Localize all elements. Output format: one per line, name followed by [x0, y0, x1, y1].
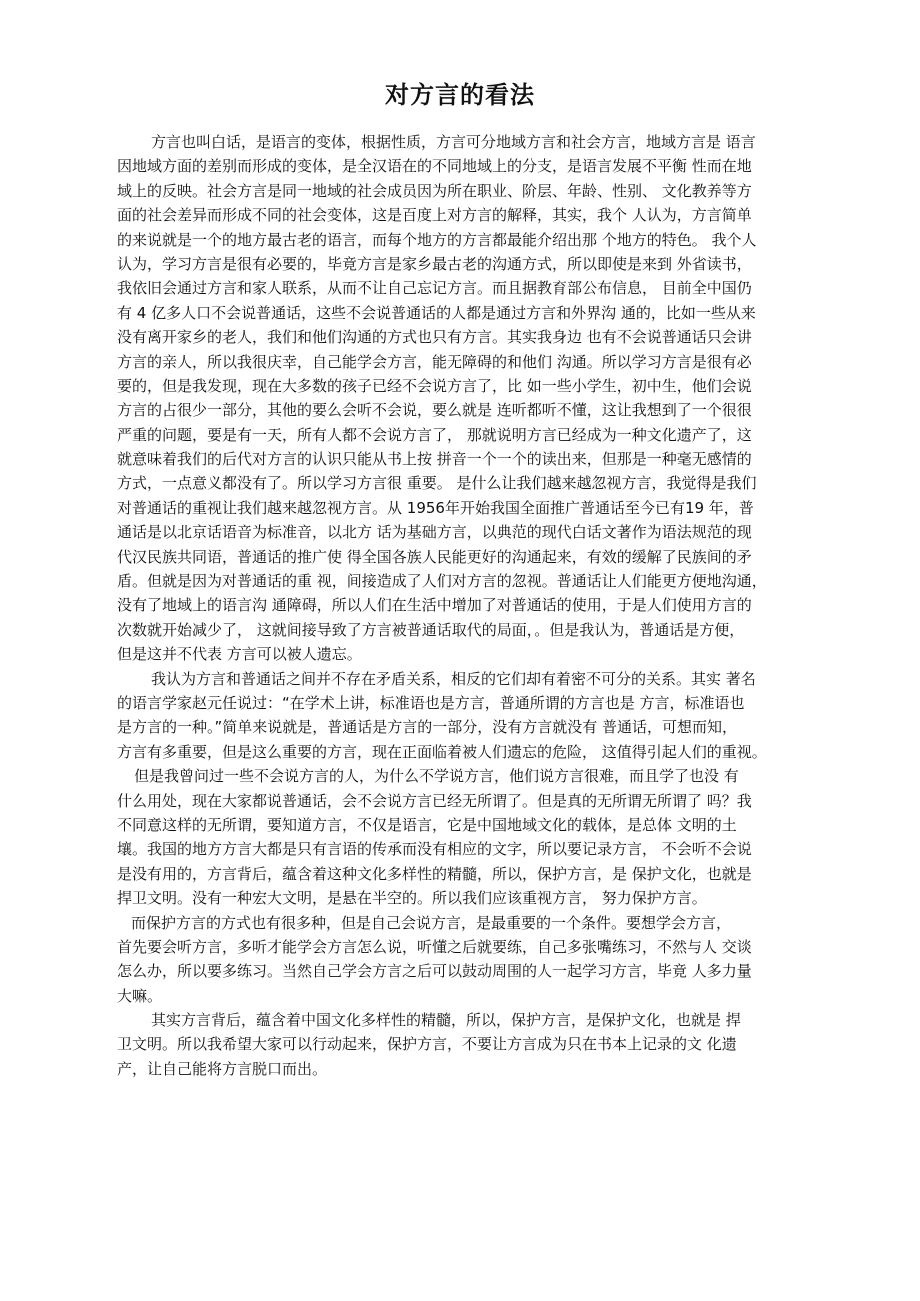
text-line: 要的，但是我发现，现在大多数的孩子已经不会说方言了，比 如一些小学生，初中生，他们会说 [117, 376, 752, 395]
text-line: 我认为方言和普通话之间并不存在矛盾关系，相反的它们却有着密不可分的关系。其实 著名 [151, 669, 756, 688]
text-line: 捍卫文明。没有一种宏大文明，是悬在半空的。所以我们应该重视方言， 努力保护方言。 [117, 889, 707, 908]
text-line: 大嘛。 [117, 986, 163, 1005]
text-line: 盾。但就是因为对普通话的重 视，间接造成了人们对方言的忽视。普通话让人们能更方便地沟通， [117, 572, 767, 591]
text-line: 产，让自己能将方言脱口而出。 [117, 1059, 328, 1078]
text-line: 方言有多重要，但是这么重要的方言，现在正面临着被人们遗忘的危险， 这值得引起人们的重视。 [117, 742, 767, 761]
text-line: 通话是以北京话语音为标准音，以北方 话为基础方言，以典范的现代白话文著作为语法规范的现 [117, 523, 752, 542]
text-line: 但是这并不代表 方言可以被人遗忘。 [117, 645, 362, 664]
text-line: 而保护方言的方式也有很多种，但是自己会说方言，是最重要的一个条件。要想学会方言， [131, 913, 732, 932]
text-line: 就意味着我们的后代对方言的认识只能从书上按 拼音一个一个的读出来，但那是一种毫无感情的 [117, 450, 752, 469]
text-line: 严重的问题，要是有一天，所有人都不会说方言了， 那就说明方言已经成为一种文化遗产了，这 [117, 425, 752, 444]
text-line: 其实方言背后，蕴含着中国文化多样性的精髓，所以，保护方言，是保护文化，也就是 捍 [151, 1011, 741, 1030]
text-line: 域上的反映。社会方言是同一地域的社会成员因为所在职业、阶层、年龄、性别、 文化教养等方 [117, 181, 752, 200]
text-line: 方言的占很少一部分，其他的要么会听不会说，要么就是 连听都听不懂，这让我想到了一个很很 [117, 401, 752, 420]
text-line: 方言的亲人，所以我很庆幸，自己能学会方言，能无障碍的和他们 沟通。所以学习方言是很有必 [117, 352, 752, 371]
text-line: 因地域方面的差别而形成的变体，是全汉语在的不同地域上的分支，是语言发展不平衡 性而在地 [117, 157, 752, 176]
text-line: 首先要会听方言，多听才能学会方言怎么说，听懂之后就要练，自己多张嘴练习，不然与人 交谈 [117, 937, 752, 956]
text-line: 方式，一点意义都没有了。所以学习方言很 重要。 是什么让我们越来越忽视方言，我觉得是我们 [117, 474, 757, 493]
text-line: 代汉民族共同语，普通话的推广使 得全国各族人民能更好的沟通起来，有效的缓解了民族间的矛 [117, 547, 752, 566]
text-line: 没有离开家乡的老人，我们和他们沟通的方式也只有方言。其实我身边 也有不会说普通话只会讲 [117, 328, 752, 347]
text-line: 什么用处，现在大家都说普通话，会不会说方言已经无所谓了。但是真的无所谓无所谓了 吗？我 [117, 791, 752, 810]
document-body [117, 130, 825, 1081]
text-line: 有 4 亿多人口不会说普通话，这些不会说普通话的人都是通过方言和外界沟 通的，比如一些从来 [117, 303, 756, 322]
text-line: 但是我曾问过一些不会说方言的人，为什么不学说方言，他们说方言很难，而且学了也没 有 [134, 767, 739, 786]
text-line: 不同意这样的无所谓，要知道方言，不仅是语言，它是中国地域文化的载体，是总体 文明的土 [117, 815, 737, 834]
text-line: 面的社会差异而形成不同的社会变体，这是百度上对方言的解释，其实，我个 人认为，方言简单 [117, 206, 752, 225]
text-line: 是没有用的，方言背后，蕴含着这种文化多样性的精髓，所以，保护方言，是 保护文化，也就是 [117, 864, 752, 883]
text-line: 的语言学家赵元任说过：“在学术上讲，标准语也是方言，普通所谓的方言也是 方言，标准语也 [117, 693, 745, 712]
text-line: 认为，学习方言是很有必要的，毕竟方言是家乡最古老的沟通方式，所以即使是来到 外省读书， [117, 254, 752, 273]
text-line: 是方言的一种。”简单来说就是，普通话是方言的一部分，没有方言就没有 普通话，可想而知， [117, 718, 738, 737]
text-line: 的来说就是一个的地方最古老的语言，而每个地方的方言都最能介绍出那 个地方的特色。 我个人 [117, 230, 757, 249]
document-title: 对方言的看法 [385, 81, 535, 109]
text-line: 方言也叫白话，是语言的变体，根据性质，方言可分地域方言和社会方言，地域方言是 语言 [151, 133, 756, 151]
text-line: 次数就开始减少了， 这就间接导致了方言被普通话取代的局面，。但是我认为，普通话是方便， [117, 620, 745, 639]
text-line: 卫文明。所以我希望大家可以行动起来，保护方言，不要让方言成为只在书本上记录的文 化遗 [117, 1035, 737, 1054]
text-line: 对普通话的重视让我们越来越忽视方言。从 1956年开始我国全面推广普通话至今已有19 年，普 [117, 498, 754, 517]
text-line: 壤。我国的地方方言大都是只有言语的传承而没有相应的文字，所以要记录方言， 不会听不会说 [117, 840, 752, 859]
text-line: 怎么办，所以要多练习。当然自己学会方言之后可以鼓动周围的人一起学习方言，毕竟 人多力量 [117, 962, 752, 981]
text-line: 我依旧会通过方言和家人联系，从而不让自己忘记方言。而且据教育部公布信息， 目前全中国仍 [117, 279, 752, 298]
text-line: 没有了地域上的语言沟 通障碍，所以人们在生活中增加了对普通话的使用，于是人们使用方言的 [117, 596, 752, 615]
